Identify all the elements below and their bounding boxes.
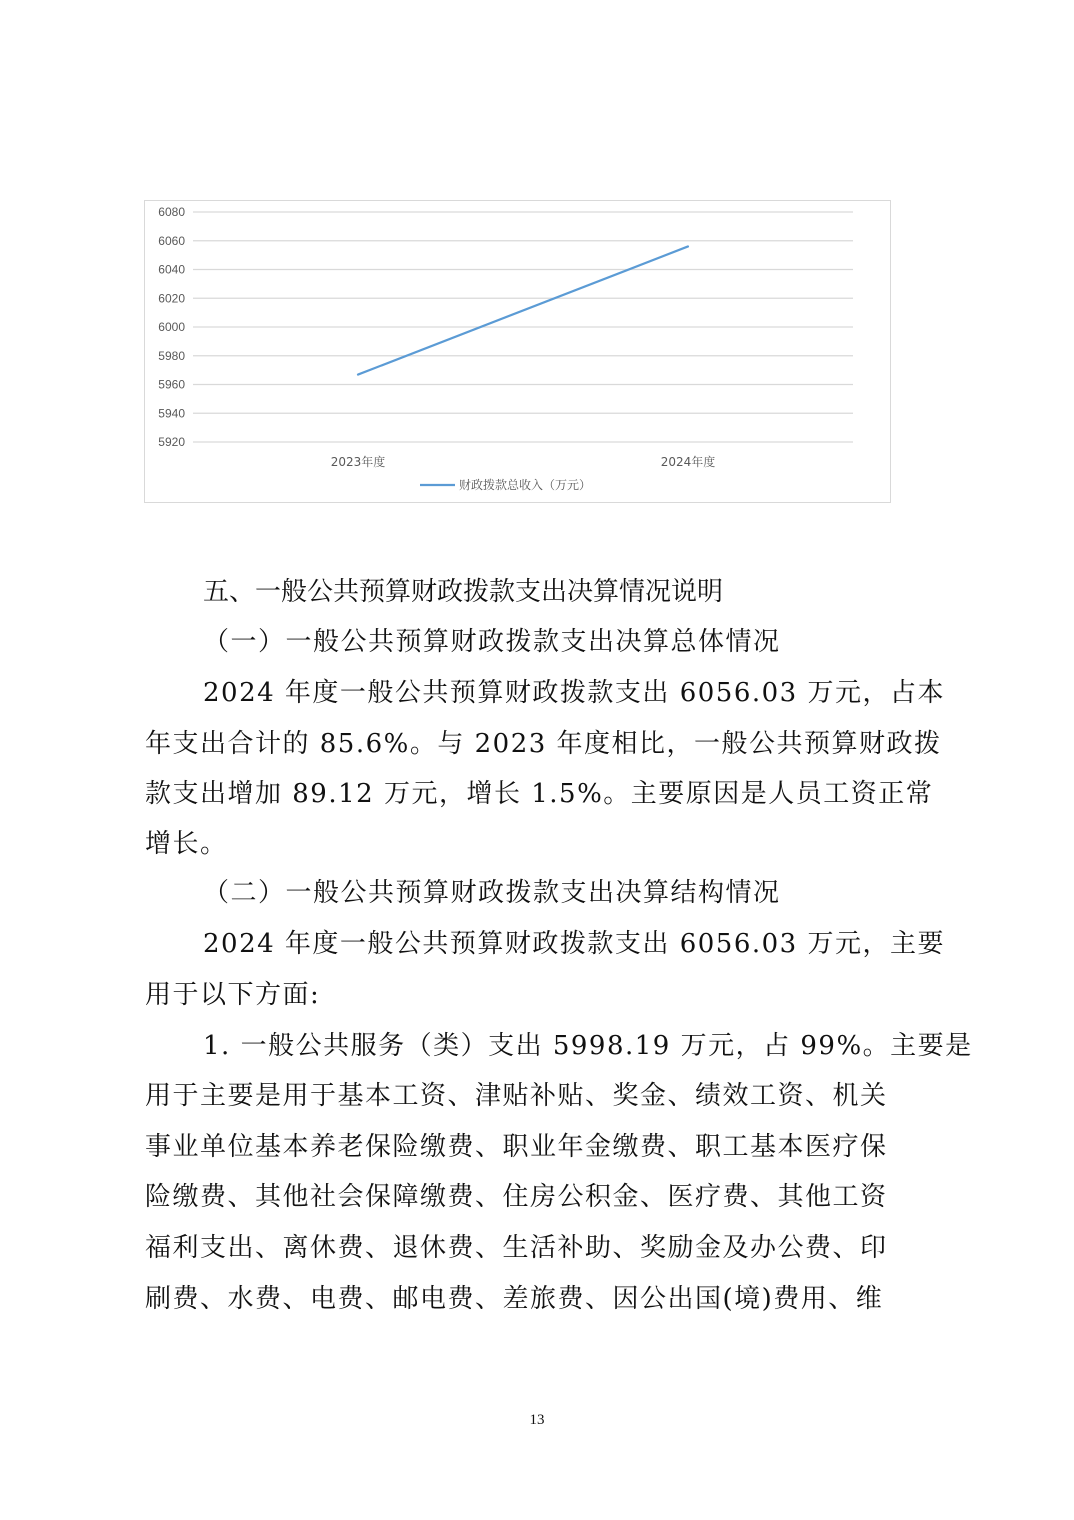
- paragraph-line: 2024 年度一般公共预算财政拨款支出 6056.03 万元，占本: [203, 678, 945, 708]
- y-tick-label: 5920: [158, 435, 185, 449]
- paragraph-line: 用于主要是用于基本工资、津贴补贴、奖金、绩效工资、机关: [145, 1081, 888, 1111]
- paragraph-line: 福利支出、离休费、退休费、生活补助、奖励金及办公费、印: [145, 1233, 888, 1263]
- paragraph-line: 事业单位基本养老保险缴费、职业年金缴费、职工基本医疗保: [145, 1132, 888, 1162]
- subsection-heading-2: （二）一般公共预算财政拨款支出决算结构情况: [203, 878, 781, 908]
- y-tick-label: 6000: [158, 320, 185, 334]
- y-tick-label: 6080: [158, 205, 185, 219]
- y-tick-label: 5940: [158, 406, 185, 421]
- y-tick-label: 6020: [158, 291, 185, 306]
- paragraph-line: 增长。: [145, 829, 228, 859]
- data-point: [357, 373, 359, 375]
- paragraph-line: 险缴费、其他社会保障缴费、住房公积金、医疗费、其他工资: [145, 1182, 888, 1212]
- x-tick-label: 2023年度: [330, 455, 386, 469]
- paragraph-line: 2024 年度一般公共预算财政拨款支出 6056.03 万元，主要: [203, 929, 945, 959]
- paragraph-line: 款支出增加 89.12 万元，增长 1.5%。主要原因是人员工资正常: [145, 779, 934, 809]
- y-tick-label: 6060: [158, 233, 185, 248]
- paragraph-line: 1. 一般公共服务（类）支出 5998.19 万元，占 99%。主要是: [203, 1031, 973, 1061]
- paragraph-line: 刷费、水费、电费、邮电费、差旅费、因公出国(境)费用、维: [145, 1284, 884, 1314]
- paragraph-line: 用于以下方面:: [145, 980, 321, 1010]
- section-heading: 五、一般公共预算财政拨款支出决算情况说明: [203, 577, 724, 607]
- line-chart: [144, 200, 891, 503]
- x-tick-label: 2024年度: [660, 455, 716, 469]
- page-number: 13: [529, 1412, 545, 1428]
- y-tick-label: 6040: [158, 262, 185, 277]
- data-point: [687, 245, 689, 247]
- y-tick-label: 5960: [158, 377, 185, 392]
- y-tick-label: 5980: [158, 348, 185, 363]
- subsection-heading-1: （一）一般公共预算财政拨款支出决算总体情况: [203, 627, 781, 657]
- legend-label: 财政拨款总收入（万元）: [459, 478, 592, 492]
- paragraph-line: 年支出合计的 85.6%。与 2023 年度相比，一般公共预算财政拨: [145, 729, 942, 759]
- chart-canvas: [145, 201, 892, 504]
